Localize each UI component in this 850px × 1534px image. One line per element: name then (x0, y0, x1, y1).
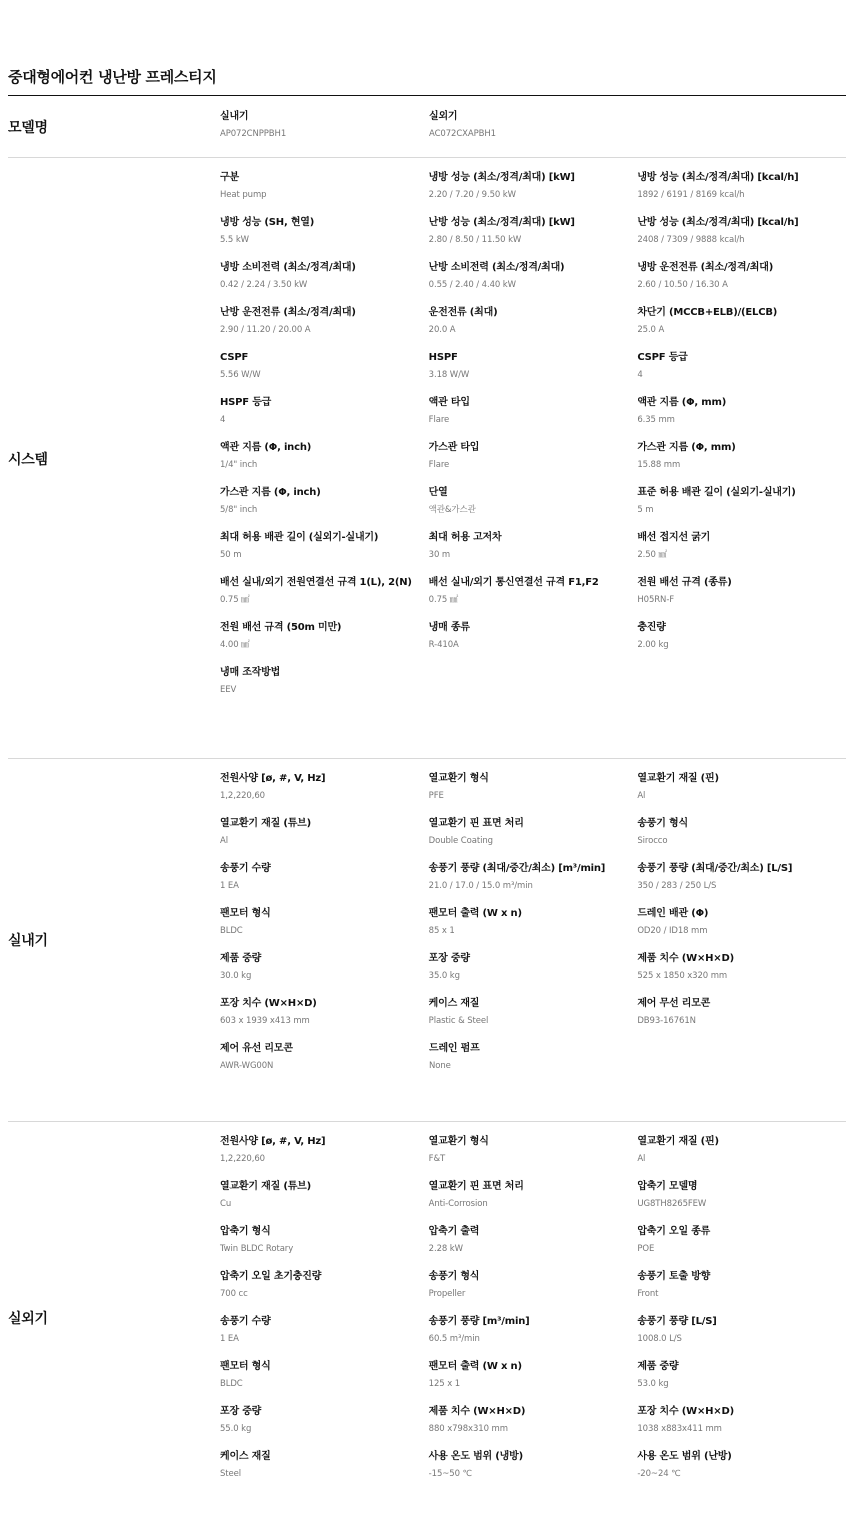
spec-item (220, 1134, 429, 1165)
spec-item (429, 951, 638, 982)
spec-label: 단열 (428, 487, 448, 498)
spec-label: 송풍기 수량 (220, 863, 271, 874)
spec-label: 송풍기 풍량 (최대/중간/최소) [m³/min] (428, 863, 606, 874)
spec-item (429, 1404, 638, 1435)
spec-label: 냉방 성능 (최소/정격/최대) [kcal/h] (637, 172, 799, 183)
spec-label: 전원 배선 규격 (50m 미만) (220, 622, 342, 633)
section-label: 실내기 (8, 933, 48, 949)
spec-value: 350 / 283 / 250 L/S (637, 881, 717, 891)
spec-item (220, 1041, 429, 1072)
spec-row (220, 1359, 846, 1390)
spec-label: 열교환기 재질 (튜브) (220, 1181, 311, 1192)
spec-item (637, 395, 846, 426)
spec-value: 6.35 mm (637, 415, 675, 425)
section-label: 모델명 (8, 120, 48, 136)
spec-row (220, 1041, 846, 1072)
spec-label: 제품 중량 (220, 953, 262, 964)
spec-label: 가스관 지름 (Φ, mm) (637, 442, 736, 453)
spec-label: 최대 허용 배관 길이 (실외기-실내기) (220, 532, 379, 543)
spec-item (637, 1269, 846, 1300)
spec-item (220, 350, 429, 381)
spec-value: 2.00 kg (637, 640, 669, 650)
spec-row (220, 305, 846, 336)
spec-value: 700 cc (220, 1289, 248, 1299)
spec-grid (220, 771, 846, 1072)
spec-label: 열교환기 핀 표면 처리 (428, 1181, 524, 1192)
spec-item (220, 530, 429, 561)
spec-value: Flare (428, 415, 450, 425)
section-system (8, 158, 846, 759)
spec-item (429, 771, 638, 802)
spec-item (637, 861, 846, 892)
spec-label: 실외기 (429, 111, 458, 122)
spec-item (220, 665, 429, 696)
spec-row (220, 170, 846, 201)
spec-item (429, 350, 638, 381)
spec-item (220, 395, 429, 426)
spec-item (429, 109, 638, 140)
spec-value: 4 (220, 415, 226, 425)
spec-item (429, 1179, 638, 1210)
spec-label: 포장 치수 (W×H×D) (637, 1406, 734, 1417)
spec-label: 충진량 (637, 622, 666, 633)
spec-label: 냉방 성능 (SH, 현열) (220, 217, 315, 228)
spec-value: EEV (220, 685, 237, 695)
spec-label: 포장 치수 (W×H×D) (220, 998, 317, 1009)
spec-value: Propeller (428, 1289, 466, 1299)
spec-item (637, 575, 846, 606)
spec-item (637, 350, 846, 381)
spec-value: Sirocco (637, 836, 668, 846)
spec-item (637, 906, 846, 937)
spec-item (220, 260, 429, 291)
spec-item (220, 1224, 429, 1255)
spec-value: Steel (220, 1469, 242, 1479)
spec-row (220, 530, 846, 561)
spec-grid (220, 109, 846, 140)
spec-item (429, 260, 638, 291)
spec-item (220, 215, 429, 246)
spec-value: 1038 x883x411 mm (637, 1424, 722, 1434)
spec-item (429, 861, 638, 892)
spec-item (429, 996, 638, 1027)
spec-value: 0.55 / 2.40 / 4.40 kW (428, 280, 516, 290)
spec-label: 송풍기 수량 (220, 1316, 271, 1327)
spec-item (637, 816, 846, 847)
spec-label: 팬모터 출력 (W x n) (428, 908, 522, 919)
spec-label: 열교환기 재질 (핀) (637, 773, 719, 784)
spec-item (429, 906, 638, 937)
spec-label: 제품 치수 (W×H×D) (637, 953, 734, 964)
spec-label: 배선 실내/외기 전원연결선 규격 1(L), 2(N) (220, 577, 412, 588)
spec-item (429, 485, 638, 516)
spec-row (220, 260, 846, 291)
spec-item (220, 906, 429, 937)
spec-value: 35.0 kg (428, 971, 460, 981)
spec-value: 20.0 A (428, 325, 456, 335)
spec-item (220, 1404, 429, 1435)
spec-label: 열교환기 재질 (튜브) (220, 818, 311, 829)
spec-label: CSPF (220, 352, 249, 363)
spec-row (220, 1404, 846, 1435)
spec-label: 제어 무선 리모콘 (637, 998, 711, 1009)
spec-item (637, 305, 846, 336)
spec-grid (220, 1134, 846, 1480)
spec-label: 드레인 펌프 (429, 1043, 480, 1054)
spec-label: 열교환기 형식 (428, 1136, 489, 1147)
spec-row (220, 861, 846, 892)
spec-label: 제품 치수 (W×H×D) (428, 1406, 526, 1417)
spec-item (637, 440, 846, 471)
spec-label: 가스관 타입 (428, 442, 480, 453)
spec-value: BLDC (220, 926, 243, 936)
spec-value: DB93-16761N (637, 1016, 696, 1026)
spec-item (429, 816, 638, 847)
spec-label: 드레인 배관 (Φ) (637, 908, 709, 919)
spec-value: 4.00 ㎟ (220, 640, 250, 650)
spec-label: 차단기 (MCCB+ELB)/(ELCB) (637, 307, 778, 318)
section-outdoor-unit (8, 1122, 846, 1522)
spec-item (220, 816, 429, 847)
spec-value: Twin BLDC Rotary (220, 1244, 294, 1254)
spec-value: 2.90 / 11.20 / 20.00 A (220, 325, 311, 335)
spec-item (220, 951, 429, 982)
spec-label: 전원사양 [ø, #, V, Hz] (220, 773, 326, 784)
spec-label: 액관 지름 (Φ, mm) (637, 397, 727, 408)
spec-row (220, 1179, 846, 1210)
spec-value: 15.88 mm (637, 460, 681, 470)
spec-label: 표준 허용 배관 길이 (실외기-실내기) (637, 487, 796, 498)
spec-label: 압축기 모델명 (637, 1181, 698, 1192)
spec-value: 21.0 / 17.0 / 15.0 m³/min (428, 881, 533, 891)
spec-value: 3.18 W/W (428, 370, 470, 380)
spec-value: 525 x 1850 x320 mm (637, 971, 728, 981)
spec-value: 5.56 W/W (220, 370, 261, 380)
spec-item (429, 215, 638, 246)
spec-value: 25.0 A (637, 325, 665, 335)
spec-item (637, 1359, 846, 1390)
spec-item (429, 1041, 638, 1072)
spec-value: 액관&가스관 (428, 505, 476, 515)
spec-value: 5.5 kW (220, 235, 249, 245)
spec-label: 송풍기 형식 (428, 1271, 480, 1282)
spec-label: 냉방 소비전력 (최소/정격/최대) (220, 262, 356, 273)
spec-label: 냉방 성능 (최소/정격/최대) [kW] (428, 172, 575, 183)
spec-item (637, 1449, 846, 1480)
spec-value: 2.20 / 7.20 / 9.50 kW (428, 190, 516, 200)
spec-value: 880 x798x310 mm (428, 1424, 508, 1434)
spec-label: 케이스 재질 (428, 998, 480, 1009)
spec-label: 압축기 형식 (220, 1226, 271, 1237)
spec-row (220, 1449, 846, 1480)
spec-value: None (429, 1061, 451, 1071)
spec-label: 난방 운전전류 (최소/정격/최대) (220, 307, 356, 318)
spec-value: 0.75 ㎟ (428, 595, 459, 605)
spec-label: 팬모터 형식 (220, 1361, 271, 1372)
spec-row (220, 485, 846, 516)
spec-value: 1008.0 L/S (637, 1334, 682, 1344)
spec-value: 30.0 kg (220, 971, 252, 981)
spec-item (220, 305, 429, 336)
spec-row (220, 1314, 846, 1345)
spec-label: 제품 중량 (637, 1361, 679, 1372)
spec-value: BLDC (220, 1379, 243, 1389)
spec-label: 냉매 조작방법 (220, 667, 281, 678)
title-divider (8, 95, 846, 96)
spec-item (220, 620, 429, 651)
spec-item (637, 530, 846, 561)
spec-value: -20~24 ℃ (637, 1469, 681, 1479)
spec-item (429, 575, 638, 606)
spec-value: AC072CXAPBH1 (429, 129, 496, 139)
spec-item (429, 1134, 638, 1165)
spec-value: -15~50 ℃ (428, 1469, 472, 1479)
spec-label: CSPF 등급 (637, 352, 688, 363)
spec-label: 배선 실내/외기 통신연결선 규격 F1,F2 (428, 577, 599, 588)
spec-label: 송풍기 토출 방향 (637, 1271, 711, 1282)
spec-label: 난방 성능 (최소/정격/최대) [kcal/h] (637, 217, 799, 228)
spec-row (220, 215, 846, 246)
spec-value: 1 EA (220, 1334, 239, 1344)
spec-item (220, 440, 429, 471)
spec-value: Double Coating (428, 836, 493, 846)
spec-value: AWR-WG00N (220, 1061, 274, 1071)
spec-value: 50 m (220, 550, 242, 560)
section-model-name (8, 97, 846, 158)
spec-value: 2.28 kW (428, 1244, 463, 1254)
section-indoor-unit (8, 759, 846, 1122)
spec-row (220, 350, 846, 381)
spec-item (637, 485, 846, 516)
spec-value: R-410A (428, 640, 459, 650)
spec-item (637, 996, 846, 1027)
spec-label: 액관 지름 (Φ, inch) (220, 442, 312, 453)
spec-value: 4 (637, 370, 643, 380)
spec-value: 2.60 / 10.50 / 16.30 A (637, 280, 728, 290)
spec-item (220, 1359, 429, 1390)
spec-value: 0.42 / 2.24 / 3.50 kW (220, 280, 308, 290)
spec-item (637, 951, 846, 982)
spec-item (220, 1314, 429, 1345)
spec-label: 전원 배선 규격 (종류) (637, 577, 732, 588)
spec-value: 2.80 / 8.50 / 11.50 kW (428, 235, 522, 245)
spec-value: Heat pump (220, 190, 267, 200)
spec-label: 운전전류 (최대) (428, 307, 498, 318)
spec-value: 1892 / 6191 / 8169 kcal/h (637, 190, 745, 200)
spec-label: 열교환기 형식 (428, 773, 489, 784)
spec-label: 구분 (220, 172, 239, 183)
spec-label: 포장 중량 (428, 953, 470, 964)
spec-label: 전원사양 [ø, #, V, Hz] (220, 1136, 326, 1147)
spec-row (220, 816, 846, 847)
spec-label: 사용 온도 범위 (냉방) (428, 1451, 523, 1462)
spec-label: 사용 온도 범위 (난방) (637, 1451, 732, 1462)
spec-row (220, 951, 846, 982)
spec-item (220, 575, 429, 606)
spec-item (429, 170, 638, 201)
spec-item (429, 440, 638, 471)
spec-value: 53.0 kg (637, 1379, 669, 1389)
spec-label: 난방 성능 (최소/정격/최대) [kW] (428, 217, 575, 228)
spec-value: Al (637, 791, 646, 801)
spec-value: 603 x 1939 x413 mm (220, 1016, 310, 1026)
spec-label: 제어 유선 리모콘 (220, 1043, 293, 1054)
spec-value: Al (637, 1154, 646, 1164)
spec-value: 1 EA (220, 881, 239, 891)
spec-label: 냉방 운전전류 (최소/정격/최대) (637, 262, 774, 273)
spec-item (637, 1134, 846, 1165)
spec-item (429, 1269, 638, 1300)
spec-item (429, 1359, 638, 1390)
spec-row (220, 620, 846, 651)
spec-item (429, 1449, 638, 1480)
spec-row (220, 771, 846, 802)
spec-label: 가스관 지름 (Φ, inch) (220, 487, 321, 498)
spec-label: 열교환기 핀 표면 처리 (428, 818, 524, 829)
spec-value: 60.5 m³/min (428, 1334, 480, 1344)
spec-item (637, 260, 846, 291)
spec-item (220, 1179, 429, 1210)
spec-item (637, 1179, 846, 1210)
spec-item (637, 1314, 846, 1345)
spec-item (220, 1449, 429, 1480)
spec-item (220, 170, 429, 201)
spec-label: 실내기 (220, 111, 249, 122)
spec-item (220, 485, 429, 516)
spec-value: UG8TH8265FEW (637, 1199, 707, 1209)
spec-label: 송풍기 풍량 [m³/min] (428, 1316, 530, 1327)
spec-row (220, 906, 846, 937)
spec-item (220, 861, 429, 892)
spec-label: 팬모터 출력 (W x n) (428, 1361, 522, 1372)
spec-value: H05RN-F (637, 595, 675, 605)
spec-item (637, 620, 846, 651)
spec-item (220, 996, 429, 1027)
spec-label: 압축기 출력 (428, 1226, 480, 1237)
spec-value: POE (637, 1244, 655, 1254)
spec-value: Anti-Corrosion (428, 1199, 488, 1209)
spec-value: 1,2,220,60 (220, 791, 265, 801)
spec-value: Al (220, 836, 228, 846)
spec-value: OD20 / ID18 mm (637, 926, 708, 936)
spec-item (429, 530, 638, 561)
spec-value: Flare (428, 460, 450, 470)
spec-value: 1,2,220,60 (220, 1154, 265, 1164)
spec-value: Front (637, 1289, 659, 1299)
spec-item (429, 1224, 638, 1255)
spec-label: 압축기 오일 초기충진량 (220, 1271, 322, 1282)
spec-item (429, 395, 638, 426)
spec-label: 배선 접지선 굵기 (637, 532, 711, 543)
spec-item (429, 1314, 638, 1345)
spec-label: 송풍기 풍량 (최대/중간/최소) [L/S] (637, 863, 793, 874)
spec-value: 0.75 ㎟ (220, 595, 250, 605)
page-title: 중대형에어컨 냉난방 프레스티지 (8, 68, 217, 86)
spec-value: Cu (220, 1199, 232, 1209)
spec-grid (220, 170, 846, 696)
spec-item (220, 1269, 429, 1300)
spec-value: 1/4" inch (220, 460, 258, 470)
spec-label: 난방 소비전력 (최소/정격/최대) (428, 262, 565, 273)
spec-item (637, 170, 846, 201)
spec-label: HSPF 등급 (220, 397, 272, 408)
spec-label: 압축기 오일 종류 (637, 1226, 711, 1237)
spec-value: 30 m (428, 550, 451, 560)
spec-value: 125 x 1 (428, 1379, 461, 1389)
spec-row (220, 1134, 846, 1165)
spec-row (220, 575, 846, 606)
spec-value: 85 x 1 (428, 926, 455, 936)
spec-value: AP072CNPPBH1 (220, 129, 287, 139)
spec-label: 냉매 종류 (428, 622, 470, 633)
spec-label: 팬모터 형식 (220, 908, 271, 919)
section-label: 실외기 (8, 1311, 48, 1327)
spec-item (637, 215, 846, 246)
spec-item (429, 620, 638, 651)
spec-item (637, 771, 846, 802)
spec-value: 5 m (637, 505, 654, 515)
spec-label: 케이스 재질 (220, 1451, 271, 1462)
spec-item (220, 771, 429, 802)
spec-row (220, 395, 846, 426)
spec-label: 최대 허용 고저차 (428, 532, 502, 543)
spec-row (220, 440, 846, 471)
spec-value: PFE (428, 791, 444, 801)
spec-row (220, 665, 846, 696)
spec-row (220, 1224, 846, 1255)
spec-value: 5/8" inch (220, 505, 258, 515)
spec-label: HSPF (428, 352, 458, 363)
spec-row (220, 1269, 846, 1300)
spec-item (429, 305, 638, 336)
spec-item (637, 1224, 846, 1255)
spec-label: 송풍기 형식 (637, 818, 688, 829)
spec-label: 액관 타입 (428, 397, 470, 408)
spec-row (220, 109, 846, 140)
spec-label: 포장 중량 (220, 1406, 262, 1417)
section-label: 시스템 (8, 452, 48, 468)
spec-value: F&T (428, 1154, 446, 1164)
spec-value: 2.50 ㎟ (637, 550, 667, 560)
spec-item (637, 1404, 846, 1435)
spec-value: Plastic & Steel (428, 1016, 489, 1026)
spec-value: 55.0 kg (220, 1424, 252, 1434)
spec-label: 열교환기 재질 (핀) (637, 1136, 719, 1147)
spec-value: 2408 / 7309 / 9888 kcal/h (637, 235, 745, 245)
spec-row (220, 996, 846, 1027)
spec-label: 송풍기 풍량 [L/S] (637, 1316, 717, 1327)
spec-item (220, 109, 429, 140)
